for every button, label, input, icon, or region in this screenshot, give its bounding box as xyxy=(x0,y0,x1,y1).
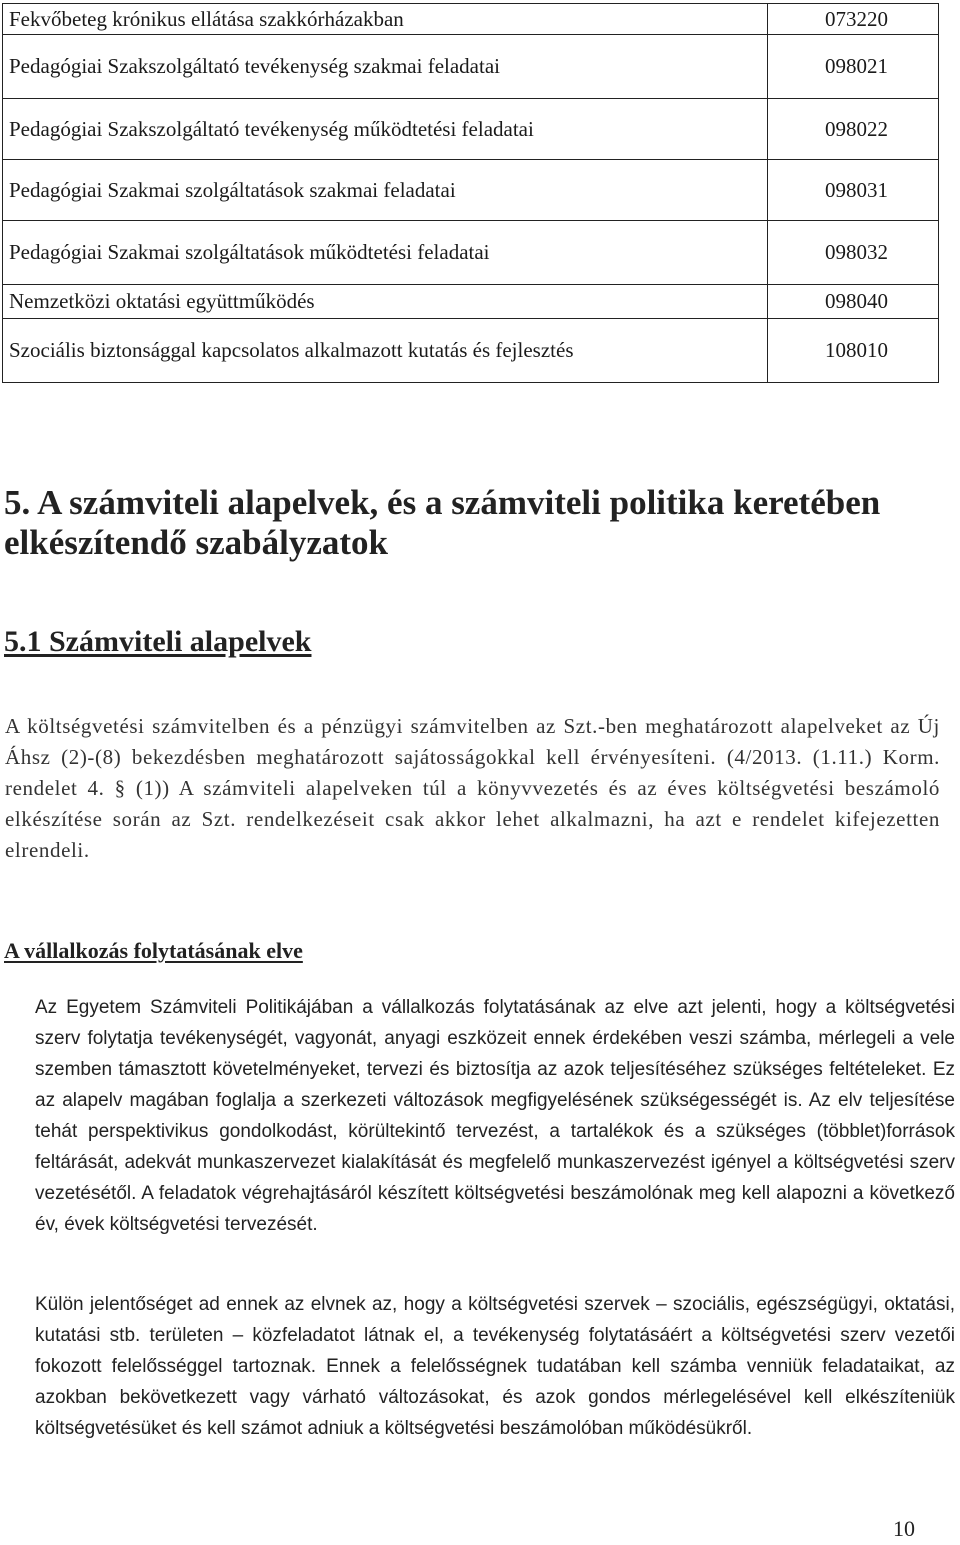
table-row xyxy=(3,4,939,35)
page-number: 10 xyxy=(893,1516,915,1541)
table-cell-code: 098021 xyxy=(768,35,939,99)
table-cell-code: 108010 xyxy=(768,319,939,383)
table-cell-name: Pedagógiai Szakmai szolgáltatások szakmai feladatai xyxy=(3,160,768,221)
table-cell-code: 098031 xyxy=(768,160,939,221)
table-row xyxy=(3,35,939,99)
activity-code-table xyxy=(2,3,939,383)
table-cell-name: Pedagógiai Szakszolgáltató tevékenység működtetési feladatai xyxy=(3,99,768,160)
body-paragraph: Külön jelentőséget ad ennek az elvnek az, hogy a költségvetési szervek – szociális, egészségügyi, oktatási, kutatási stb. területen – közfeladatot látnak el, a tevékenység folytatásáért a költségvetési szerv vezetői fokozott felelősséggel tartoznak. Ennek a felelősségnek tudatában kell számba venniük feladataikat, az azokban bekövetkezett vagy várható változásokat, és azok gondos mérlegelésével kell elkészíteniük költségvetésüket és kell számot adniuk a költségvetési beszámolóban működésükről. xyxy=(35,1294,955,1439)
intro-paragraph: A költségvetési számvitelben és a pénzügyi számvitelben az Szt.-ben meghatározott alapelveket az Új Áhsz (2)-(8) bekezdésben meghatározott sajátosságokkal kell érvényesíteni. (4/2013. (1.11.) Korm. rendelet 4. § (1)) A számviteli alapelveken túl a könyvvezetés és az éves költségvetési beszámoló elkészítése során az Szt. rendelkezéseit csak akkor lehet alkalmazni, ha azt e rendelet kifejezetten elrendeli. xyxy=(5,714,940,862)
table-cell-name: Fekvőbeteg krónikus ellátása szakkórházakban xyxy=(3,4,768,35)
table-cell-name: Nemzetközi oktatási együttműködés xyxy=(3,285,768,319)
table-row xyxy=(3,99,939,160)
table-row xyxy=(3,160,939,221)
table-row xyxy=(3,285,939,319)
subsection-heading: 5.1 Számviteli alapelvek xyxy=(4,625,312,658)
table-cell-code: 073220 xyxy=(768,4,939,35)
table-cell-code: 098022 xyxy=(768,99,939,160)
table-cell-name: Pedagógiai Szakmai szolgáltatások működtetési feladatai xyxy=(3,221,768,285)
table-cell-code: 098032 xyxy=(768,221,939,285)
section-heading: 5. A számviteli alapelvek, és a számviteli politika keretében elkészítendő szabályzatok xyxy=(4,483,881,562)
table-row xyxy=(3,319,939,383)
principle-heading: A vállalkozás folytatásának elve xyxy=(4,938,303,963)
table-cell-name: Pedagógiai Szakszolgáltató tevékenység szakmai feladatai xyxy=(3,35,768,99)
table-cell-code: 098040 xyxy=(768,285,939,319)
body-paragraph: Az Egyetem Számviteli Politikájában a vállalkozás folytatásának az elve azt jelenti, hogy a költségvetési szerv folytatja tevékenységét, vagyonát, anyagi eszközeit ennek érdekében veszi számba, mérlegeli a vele szemben támasztott követelményeket, tervezi és biztosítja az azok teljesítéséhez szükséges feltételeket. Ez az alapelv magában foglalja a szerkezeti változások megfigyelésének szükségességét is. Az elv teljesítése tehát perspektivikus gondolkodást, körültekintő tervezést, a tartalékok és a szükséges (többlet)források feltárását, adekvát munkaszervezet kialakítását és megfelelő munkaszervezést igényel a költségvetési szerv vezetésétől. A feladatok végrehajtásáról készített költségvetési beszámolónak meg kell alapozni a következő év, évek költségvetési tervezését. xyxy=(35,997,955,1235)
table-cell-name: Szociális biztonsággal kapcsolatos alkalmazott kutatás és fejlesztés xyxy=(3,319,768,383)
table-row xyxy=(3,221,939,285)
